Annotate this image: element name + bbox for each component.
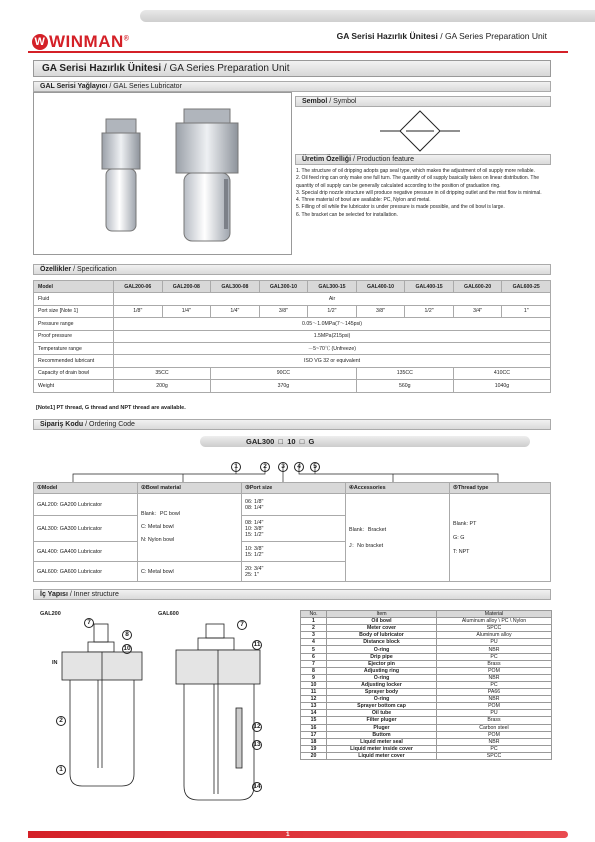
table-row: 2 Meter cover SPCC (301, 625, 552, 632)
table-row: 4 Distance block PU (301, 639, 552, 646)
table-row: 7 Ejector pin Brass (301, 660, 552, 667)
order-num-2: 2 (260, 455, 270, 473)
section-inner: İç Yapısı / Inner structure (33, 589, 551, 600)
table-row: GAL200: GA200 Lubricator Blank：PC bowl C: Metal bowl N: Nylon bowl 06: 1/8" 08: 1/4" Blank：Bracket J：No bracket Blank: PT G: G T: NPT (34, 494, 551, 516)
order-table (33, 482, 551, 582)
table-row: 18 Liquid meter seal NBR (301, 738, 552, 745)
table-row: Capacity of drain bowl 35CC 90CC 135CC 410CC (34, 367, 551, 379)
table-row: Temperature range －5~70℃ (Unfreeze) (34, 342, 551, 354)
table-row: 10 Adjusting locker PC (301, 681, 552, 688)
table-row: 15 Filter pluger Brass (301, 717, 552, 724)
order-num-1: 1 (231, 455, 241, 473)
section-lubricator: GAL Serisi Yağlayıcı / GAL Series Lubricator (33, 81, 551, 92)
section-spec: Özellikler / Specification (33, 264, 551, 275)
table-row: GAL400: GA400 Lubricator 10: 3/8" 15: 1/2" (34, 542, 551, 562)
callout-13: 13 (253, 741, 261, 748)
spec-table (33, 280, 551, 393)
callout-14: 14 (253, 783, 261, 790)
feature-item: 6. The bracket can be selected for installation. (296, 211, 398, 218)
feature-item: 2. Oil feed ring can only make one full turn. The quantity of oil supply basically takes on linear distribution. The quantity of oil supply can be generally calculated according to the position of graduation ring. (296, 175, 540, 189)
table-row: Port size [Note 1] 1/8" 1/4" 1/4" 3/8" 1/2" 3/8" 1/2" 3/4" 1" (34, 305, 551, 317)
product-photo (34, 93, 293, 256)
callout-7b: 7 (237, 620, 247, 630)
feature-item: 4. Three material of bowl are available: PC, Nylon and metal. (296, 197, 431, 204)
diagram-label-gal600: GAL600 (158, 611, 179, 617)
table-row: 13 Sprayer bottom cap POM (301, 703, 552, 710)
lubricator-symbol (380, 110, 460, 152)
order-num-3: 3 (278, 455, 288, 473)
section-symbol: Sembol / Symbol (295, 96, 551, 107)
table-row: Fluid Air (34, 293, 551, 305)
diagram-label-in: IN (52, 660, 58, 666)
table-row: No. Item Material (301, 611, 552, 618)
feature-item: 5. Filling of oil while the lubricator is under pressure is made possible, and the oil bowl is large. (296, 204, 505, 211)
order-code: GAL300 □ 10 □ G (200, 436, 530, 447)
table-row: Model GAL200-06 GAL200-08 GAL300-08 GAL300-10 GAL300-15 GAL400-10 GAL400-15 GAL600-20 GAL600-25 (34, 281, 551, 293)
table-row: GAL300: GA300 Lubricator 08: 1/4" 10: 3/8" 15: 1/2" (34, 516, 551, 542)
order-connectors (33, 466, 551, 482)
order-num-4: 4 (294, 455, 304, 473)
table-row: 17 Buttom POM (301, 731, 552, 738)
table-row: 6 Drip pipe PC (301, 653, 552, 660)
table-row: 20 Liquid meter cover SPCC (301, 752, 552, 759)
header-title: GA Serisi Hazırlık Ünitesi / GA Series Preparation Unit (336, 31, 547, 41)
diagram-label-gal200: GAL200 (40, 611, 61, 617)
table-row: GAL600: GA600 Lubricator C: Metal bowl 20: 3/4" 25: 1" (34, 562, 551, 582)
table-row: 5 O-ring NBR (301, 646, 552, 653)
table-row: ①Model ②Bowl material ③Port size ④Accessories ⑤Thread type (34, 483, 551, 494)
table-row: 12 O-ring NBR (301, 696, 552, 703)
table-row: 19 Liquid meter inside cover PC (301, 745, 552, 752)
table-row: Recommended lubricant ISO VG 32 or equivalent (34, 355, 551, 367)
table-row: Proof pressure 1.5MPa(215psi) (34, 330, 551, 342)
callout-7: 7 (84, 618, 94, 628)
callout-8: 8 (122, 630, 132, 640)
table-row: 8 Adjusting ring POM (301, 667, 552, 674)
callout-11: 11 (253, 641, 261, 648)
table-row: 3 Body of lubricator Aluminum alloy (301, 632, 552, 639)
table-row: Weight 200g 370g 560g 1040g (34, 380, 551, 392)
table-row: 1 Oil bowl Aluminum alloy \ PC \ Nylon (301, 618, 552, 625)
table-row: 11 Sprayer body PA66 (301, 689, 552, 696)
callout-12: 12 (253, 723, 261, 730)
table-row: 9 O-ring NBR (301, 674, 552, 681)
materials-table (300, 610, 552, 760)
callout-10: 10 (123, 645, 131, 652)
brand-logo: W WINMAN® (32, 32, 129, 52)
table-row: 16 Pluger Carbon steel (301, 724, 552, 731)
order-num-5: 5 (310, 455, 320, 473)
table-row: Pressure range 0.05～1.0MPa(7～145psi) (34, 318, 551, 330)
footer-bar (28, 831, 568, 838)
feature-item: 1. The structure of oil dripping adopts gap seal type, which makes the adjustment of oil supply more reliable. (296, 168, 535, 174)
table-row: 14 Oil tube PU (301, 710, 552, 717)
header-divider (28, 51, 568, 53)
page-title: GA Serisi Hazırlık Ünitesi / GA Series Preparation Unit (33, 60, 551, 77)
section-ordering: Sipariş Kodu / Ordering Code (33, 419, 551, 430)
spec-note: [Note1] PT thread, G thread and NPT thread are available. (36, 405, 186, 411)
feature-list (296, 168, 552, 219)
page-number: 1 (286, 831, 290, 838)
feature-item: 3. Special drip nozzle structure will produce negative pressure in oil dripping outlet and the mist flow is minimal. (296, 189, 542, 196)
section-production: Üretim Özelliği / Production feature (295, 154, 551, 165)
product-photo-frame (33, 92, 292, 255)
header-bar (140, 10, 595, 22)
callout-2: 2 (56, 716, 66, 726)
callout-1: 1 (56, 765, 66, 775)
